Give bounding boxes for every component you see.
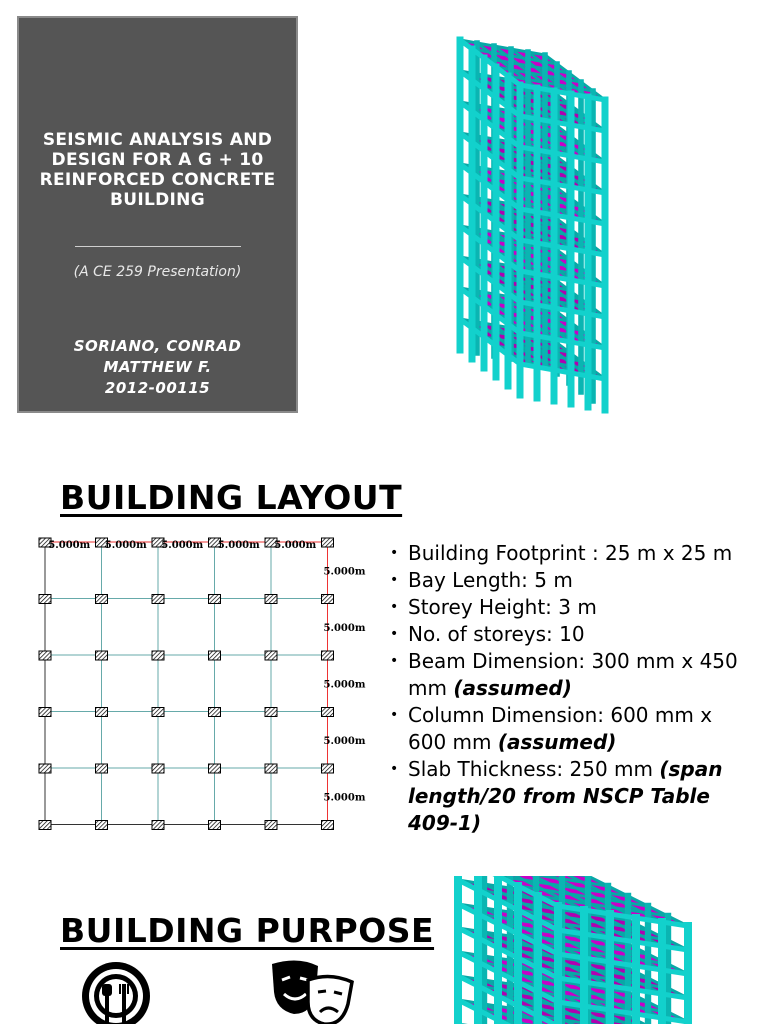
plan-support xyxy=(265,708,277,717)
plan-dimension-label: 5.000m xyxy=(323,792,366,804)
plan-support xyxy=(265,651,277,660)
plan-dimension-label: 5.000m xyxy=(323,735,366,747)
restaurant-icon xyxy=(78,956,158,1024)
plan-dimension-label: 5.000m xyxy=(161,540,204,551)
plan-support xyxy=(152,821,164,830)
plan-support xyxy=(265,764,277,773)
plan-support xyxy=(96,764,108,773)
title-divider xyxy=(75,246,241,247)
spec-item-slab: • Slab Thickness: 250 mm (span length/20 from NSCP Table 409-1) xyxy=(390,756,750,837)
plan-dimension-label: 5.000m xyxy=(323,622,366,634)
building-specs-list xyxy=(390,540,750,837)
plan-support xyxy=(322,821,334,830)
plan-support xyxy=(39,651,51,660)
plan-support xyxy=(209,708,221,717)
plan-support xyxy=(39,708,51,717)
plan-support xyxy=(322,538,334,547)
title-card xyxy=(17,16,298,413)
plan-support xyxy=(39,821,51,830)
presentation-subtitle: (A CE 259 Presentation) xyxy=(73,264,242,280)
spec-item-column: • Column Dimension: 600 mm x 600 mm (assumed) xyxy=(390,702,750,756)
plan-grid xyxy=(39,538,366,830)
plan-support xyxy=(152,764,164,773)
plan-dimension-label: 5.000m xyxy=(217,540,260,551)
plan-dimension-label: 5.000m xyxy=(274,540,317,551)
plan-support xyxy=(152,595,164,604)
plan-support xyxy=(96,708,108,717)
plan-dimension-label: 5.000m xyxy=(323,679,366,691)
presentation-title: SEISMIC ANALYSIS AND DESIGN FOR A G + 10 REINFORCED CONCRETE BUILDING xyxy=(39,130,276,210)
plan-support xyxy=(209,821,221,830)
plan-support xyxy=(322,708,334,717)
building-purpose-heading: BUILDING PURPOSE xyxy=(60,911,435,950)
plan-support xyxy=(152,708,164,717)
plan-support xyxy=(209,651,221,660)
theater-masks-icon xyxy=(268,958,356,1024)
plan-support xyxy=(322,764,334,773)
plan-support xyxy=(96,821,108,830)
spec-item-beam: • Beam Dimension: 300 mm x 450 mm (assumed) xyxy=(390,648,750,702)
building-3d-model xyxy=(460,40,605,410)
plan-support xyxy=(265,821,277,830)
plan-support xyxy=(209,764,221,773)
building-layout-heading: BUILDING LAYOUT xyxy=(60,478,403,517)
building-3d-render-bottom xyxy=(448,876,768,1024)
spec-item-footprint: • Building Footprint : 25 m x 25 m xyxy=(390,540,750,567)
spec-item-storeys: • No. of storeys: 10 xyxy=(390,621,750,648)
spec-item-bay-length: • Bay Length: 5 m xyxy=(390,567,750,594)
author-name: SORIANO, CONRAD MATTHEW F. xyxy=(73,337,242,376)
plan-support xyxy=(322,651,334,660)
plan-support xyxy=(152,651,164,660)
building-3d-model-partial xyxy=(458,876,688,1024)
plan-dimension-label: 5.000m xyxy=(104,540,147,551)
plan-dimension-label: 5.000m xyxy=(323,566,366,578)
plan-support xyxy=(39,764,51,773)
student-number: 2012-00115 xyxy=(104,379,211,397)
plan-support xyxy=(265,595,277,604)
plan-support xyxy=(209,595,221,604)
plan-support xyxy=(96,651,108,660)
author-block xyxy=(29,336,286,399)
plan-dimension-label: 5.000m xyxy=(48,540,91,551)
plan-support xyxy=(96,595,108,604)
spec-item-storey-height: • Storey Height: 3 m xyxy=(390,594,750,621)
plan-support xyxy=(322,595,334,604)
plan-support xyxy=(39,595,51,604)
building-3d-render-top xyxy=(405,10,735,430)
floor-plan-drawing xyxy=(30,532,370,837)
